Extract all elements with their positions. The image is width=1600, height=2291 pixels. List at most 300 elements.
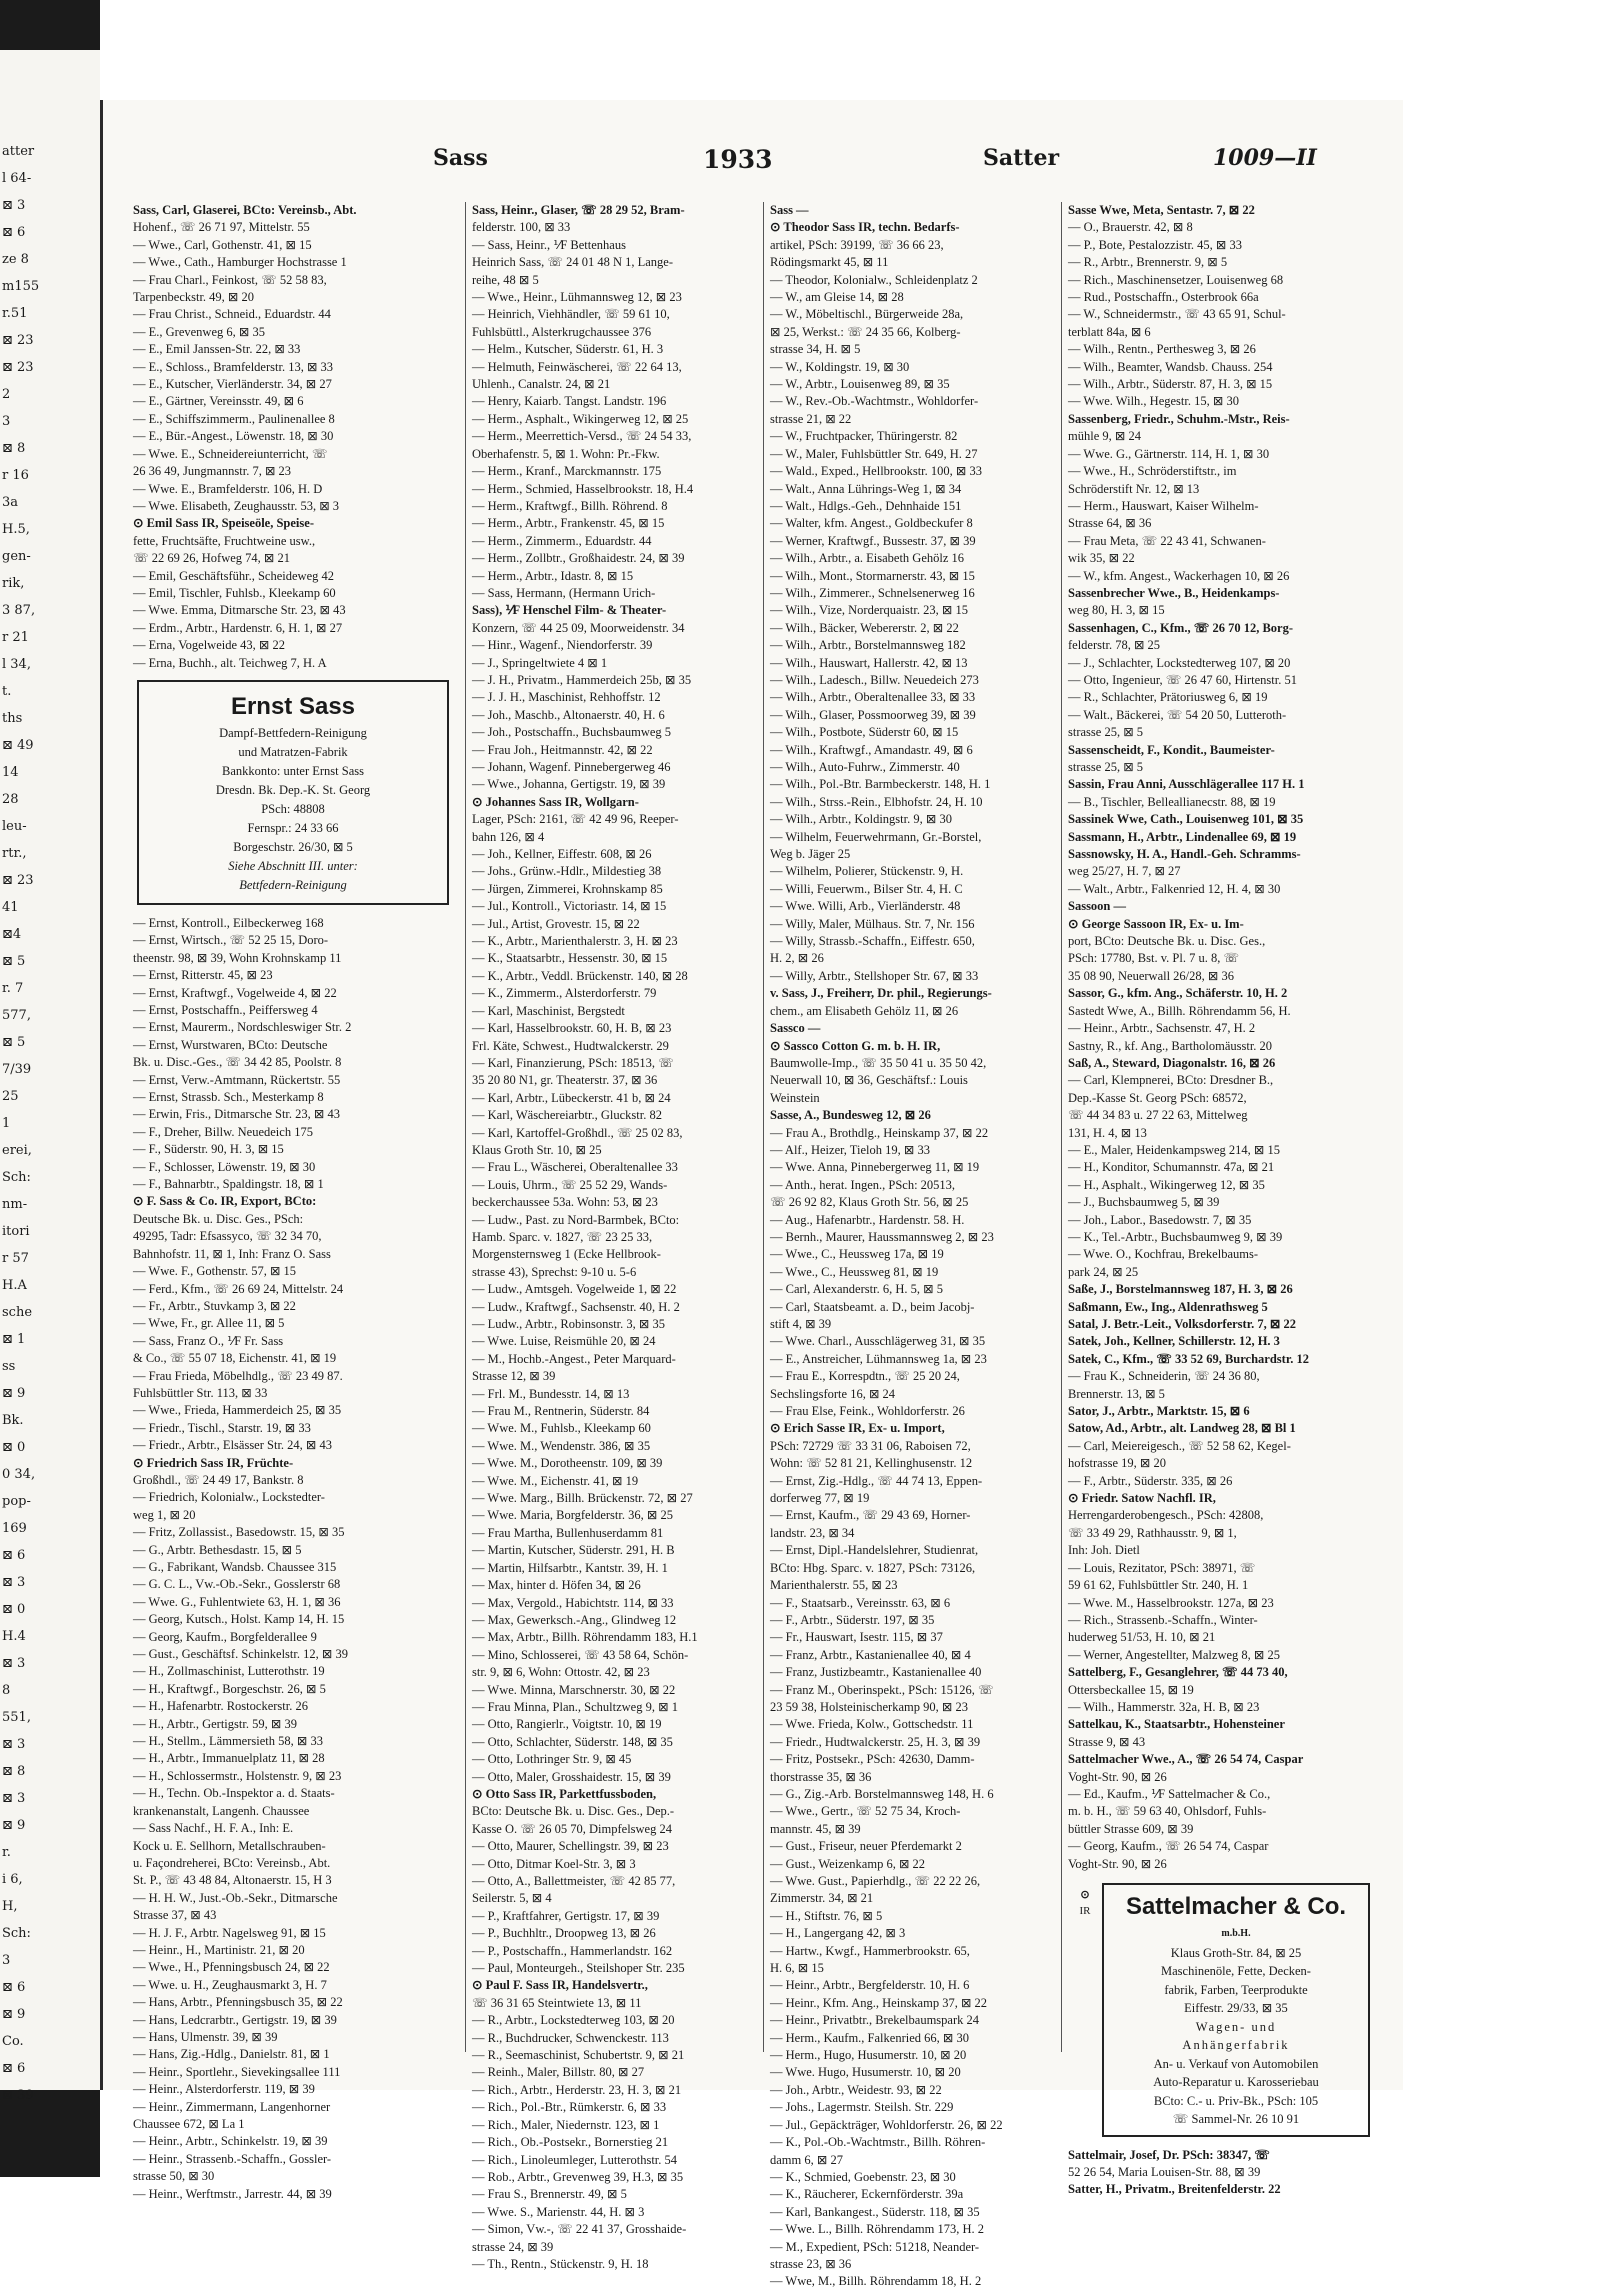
directory-entry-line: — Frl. M., Bundesstr. 14, ⊠ 13 [472,1386,630,1401]
directory-entry-line: — W., kfm. Angest., Wackerhagen 10, ⊠ 26 [1068,568,1290,583]
directory-entry-line: Sechslingsforte 16, ⊠ 24 [770,1386,896,1401]
directory-entry-line: — Werner, Kraftwgf., Bussestr. 37, ⊠ 39 [770,533,976,548]
directory-entry-line: — Wwe. M., Eichenstr. 41, ⊠ 19 [472,1473,639,1488]
directory-entry-line: Satal, J. Betr.-Leit., Volksdorferstr. 7, ⊠ 22 [1068,1317,1296,1331]
directory-entry-line: — Herm., Meerrettich-Versd., ☏ 24 54 33, [472,429,692,444]
directory-entry-line: — H., Arbtr., Immanuelplatz 11, ⊠ 28 [133,1751,325,1766]
directory-entry-line: theenstr. 98, ⊠ 39, Wohn Krohnskamp 11 [133,950,342,965]
directory-entry-line: — K., Schmied, Goebenstr. 23, ⊠ 30 [770,2169,956,2184]
directory-entry-line: — Ernst, Zig.-Hdlg., ☏ 44 74 13, Eppen- [770,1473,983,1488]
directory-entry-line: — Wwe. Maria, Borgfelderstr. 36, ⊠ 25 [472,1508,673,1523]
directory-entry-line: H. 6, ⊠ 15 [770,1961,824,1976]
ad-line: ☏ Sammel-Nr. 26 10 91 [1172,2112,1300,2126]
directory-entry-line: Rödingsmarkt 45, ⊠ 11 [770,255,889,270]
directory-entry-line: — Ernst, Ritterstr. 45, ⊠ 23 [133,968,273,983]
previous-page-fragment: 2 [2,387,11,402]
directory-entry-line: — Wilh., Rentn., Perthesweg 3, ⊠ 26 [1068,342,1256,357]
directory-entry-line: — Wilh., Vize, Norderquaistr. 23, ⊠ 15 [770,603,968,618]
previous-page-fragment: ⊠ 0 [2,1440,26,1455]
directory-entry-line: — Hans, Arbtr., Pfenningsbusch 35, ⊠ 22 [133,1995,343,2010]
directory-entry-line: — Wwe. Emma, Ditmarsche Str. 23, ⊠ 43 [133,603,346,618]
previous-page-fragment: ⊠ 6 [2,2061,26,2076]
directory-entry-line: Ottersbeckallee 15, ⊠ 19 [1068,1682,1194,1697]
previous-page-fragment: ⊠ 23 [2,360,34,375]
directory-entry-line: — Wilh., Postbote, Süderstr 60, ⊠ 15 [770,725,959,740]
directory-entry-line: — Erna, Vogelweide 43, ⊠ 22 [133,638,286,653]
previous-page-fragment: ⊠ 6 [2,1548,26,1563]
directory-entry-line: Kock u. E. Sellhorn, Metallschrauben- [133,1838,326,1853]
directory-entry-line: — Wwe. G., Gärtnerstr. 114, H. 1, ⊠ 30 [1068,446,1270,461]
directory-entry-line: Sassoon — [1068,899,1127,914]
directory-entry-line: Sassinek Wwe, Cath., Louisenweg 101, ⊠ 35 [1068,812,1304,827]
directory-entry-line: — Wwe., H., Pfenningsbusch 24, ⊠ 22 [133,1960,330,1975]
previous-page-fragment: t. [2,684,12,699]
directory-entry-line: — Wwe, Fr., gr. Allee 11, ⊠ 5 [133,1316,285,1331]
directory-entry-line: — Louis, Uhrm., ☏ 25 52 29, Wands- [472,1177,668,1192]
directory-entry-line: — H., Kraftwgf., Borgeschstr. 26, ⊠ 5 [133,1681,326,1696]
directory-entry-line: — Sass, Hermann, (Hermann Urich- [472,585,656,600]
directory-entry-line: — Jul., Artist, Grovestr. 15, ⊠ 22 [472,916,640,931]
previous-page-fragment: Bk. [2,1413,24,1428]
directory-entry-line: — Frau Martha, Bullenhuserdamm 81 [472,1525,664,1540]
directory-entry-line: — Wilh., Hauswart, Hallerstr. 42, ⊠ 13 [770,655,968,670]
directory-entry-line: — Rich., Pol.-Btr., Rümkerstr. 6, ⊠ 33 [472,2100,667,2115]
directory-entry-line: 52 26 54, Maria Louisen-Str. 88, ⊠ 39 [1068,2164,1261,2179]
directory-entry-line: Hohenf., ☏ 26 71 97, Mittelstr. 55 [133,220,310,235]
directory-entry-line: ⊙ Friedrich Sass IR, Früchte- [133,1455,294,1470]
directory-entry-line: — Wilhelm, Polierer, Stückenstr. 9, H. [770,864,964,879]
previous-page-fragment: r 16 [2,468,29,483]
directory-entry-line: — Karl, Maschinist, Bergstedt [472,1003,625,1018]
directory-entry-line: ☏ 22 69 26, Hofweg 74, ⊠ 21 [133,551,290,566]
directory-entry-line: beckerchaussee 53a. Wohn: 53, ⊠ 23 [472,1195,658,1210]
directory-entry-line: park 24, ⊠ 25 [1068,1264,1139,1279]
directory-entry-line: — Th., Rentn., Stückenstr. 9, H. 18 [472,2256,649,2271]
directory-entry-line: — Henry, Kaiarb. Tangst. Landstr. 196 [472,394,667,409]
directory-entry-line: — Johann, Wagenf. Pinnebergerweg 46 [472,760,671,774]
directory-entry-line: — Martin, Hilfsarbtr., Kantstr. 39, H. 1 [472,1560,668,1575]
previous-page-fragment: 1 [2,1116,11,1131]
directory-entry-line: — Georg, Kaufm., Borgfelderallee 9 [133,1629,317,1644]
directory-entry-line: Saßmann, Ew., Ing., Aldenrathsweg 5 [1068,1299,1268,1314]
directory-entry-line: — Frau L., Wäscherei, Oberaltenallee 33 [472,1160,678,1175]
previous-page-fragment: l 64- [2,171,32,186]
directory-entry-line: felderstr. 100, ⊠ 33 [472,220,571,235]
directory-entry-line: Konzern, ☏ 44 25 09, Moorweidenstr. 34 [472,620,685,635]
directory-entry-line: — E., Grevenweg 6, ⊠ 35 [133,324,265,339]
directory-entry-line: St. P., ☏ 43 48 84, Altonaerstr. 15, H 3 [133,1873,332,1888]
ad-line: Klaus Groth-Str. 84, ⊠ 25 [1170,1945,1302,1960]
directory-entry-line: — Wilh., Zimmerer., Schnelsenerweg 16 [770,585,975,600]
directory-entry-line: — M., Expedient, PSch: 51218, Neander- [770,2239,980,2254]
directory-entry-line: — K., Arbtr., Veddl. Brückenstr. 140, ⊠ 28 [472,968,688,983]
directory-entry-line: — R., Arbtr., Brennerstr. 9, ⊠ 5 [1068,255,1228,270]
directory-entry-line: — Karl, Hasselbrookstr. 60, H. B, ⊠ 23 [472,1021,672,1036]
directory-entry-line: Wohn: ☏ 52 81 21, Kellinghusenstr. 12 [770,1456,973,1471]
directory-entry-line: m. b. H., ☏ 59 63 40, Ohlsdorf, Fuhls- [1068,1804,1267,1819]
previous-page-fragment: 7/39 [2,1062,32,1077]
ad-line: Auto-Reparatur u. Karosseriebau [1153,2075,1319,2089]
directory-entry-line: Satek, Joh., Kellner, Schillerstr. 12, H. 3 [1068,1334,1280,1349]
directory-entry-line: — Wilh., Beamter, Wandsb. Chauss. 254 [1068,359,1273,374]
directory-entry-line: — Heinr., Arbtr., Sachsenstr. 47, H. 2 [1068,1021,1256,1036]
ad-mark: IR [1079,1905,1091,1917]
directory-entry-line: — Ludw., Arbtr., Robinsonstr. 3, ⊠ 35 [472,1317,666,1331]
directory-entry-line: 35 08 90, Neuerwall 26/28, ⊠ 36 [1068,968,1235,983]
directory-entry-line: PSch: 72729 ☏ 33 31 06, Raboisen 72, [770,1438,971,1453]
directory-entry-line: — Gust., Geschäftsf. Schinkelstr. 12, ⊠ 39 [133,1647,348,1662]
directory-entry-line: — Walt., Bäckerei, ☏ 54 20 50, Lutteroth- [1068,707,1287,722]
directory-entry-line: — Friedr., Arbtr., Elsässer Str. 24, ⊠ 43 [133,1438,333,1453]
directory-entry-line: Strasse 9, ⊠ 43 [1068,1734,1146,1749]
previous-page-fragment: ⊠ 8 [2,1764,26,1779]
directory-entry-line: — R., Schlachter, Prätoriusweg 6, ⊠ 19 [1068,690,1268,705]
previous-page-fragment: ⊠ 9 [2,2007,26,2022]
directory-entry-line: — Hans, Ulmenstr. 39, ⊠ 39 [133,2029,278,2044]
directory-entry-line: Kasse O. ☏ 26 05 70, Dimpfelsweg 24 [472,1821,672,1836]
directory-entry-line: — Walter, kfm. Angest., Goldbeckufer 8 [770,516,973,531]
directory-entry-line: — P., Bote, Pestalozzistr. 45, ⊠ 33 [1068,237,1243,252]
ad-note: Siehe Abschnitt III. unter: [228,858,358,873]
directory-entry-line: — Wilh., Arbtr., Koldingstr. 9, ⊠ 30 [770,812,952,827]
directory-entry-line: — F., Süderstr. 90, H. 3, ⊠ 15 [133,1142,284,1157]
directory-entry-line: — Otto, Maler, Grosshaidestr. 15, ⊠ 39 [472,1769,671,1784]
directory-entry-line: — Hartw., Kwgf., Hammerbrookstr. 65, [770,1943,970,1958]
directory-entry-line: — Jul., Gepäckträger, Wohldorferstr. 26, ⊠ 22 [770,2117,1003,2132]
directory-entry-line: Frl. Käte, Schwest., Hudtwalckerstr. 29 [472,1038,669,1053]
directory-entry-line: — Willi, Feuerwm., Bilser Str. 4, H. C [770,881,963,896]
directory-entry-line: — E., Kutscher, Vierländerstr. 34, ⊠ 27 [133,377,332,392]
previous-page-fragment: 3 87, [2,603,36,618]
directory-entry-line: BCto: Deutsche Bk. u. Disc. Ges., Dep.- [472,1804,675,1819]
directory-entry-line: — Jul., Kontroll., Victoriastr. 14, ⊠ 15 [472,899,667,914]
previous-page-fragment: ⊠ 0 [2,1602,26,1617]
directory-entry-line: — F., Dreher, Billw. Neuedeich 175 [133,1124,313,1139]
directory-entry-line: weg 25/27, H. 7, ⊠ 27 [1068,864,1181,879]
directory-entry-line: — Erna, Buchh., alt. Teichweg 7, H. A [133,655,327,670]
previous-page-fragment: r 57 [2,1251,29,1266]
directory-entry-line: — Hans, Zig.-Hdlg., Danielstr. 81, ⊠ 1 [133,2047,330,2062]
directory-entry-line: — Karl, Wäschereiarbtr., Gluckstr. 82 [472,1108,662,1123]
previous-page-fragment: ⊠ 3 [2,1575,26,1590]
directory-entry-line: — Wilhelm, Feuerwehrmann, Gr.-Borstel, [770,829,982,844]
directory-entry-line: — Wwe., Frieda, Hammerdeich 25, ⊠ 35 [133,1403,342,1418]
previous-page-fragment: ss [2,1359,16,1374]
directory-entry-line: — Wilh., Mont., Stormarnerstr. 43, ⊠ 15 [770,568,975,583]
directory-entry-line: reihe, 48 ⊠ 5 [472,272,539,287]
directory-entry-line: — Heinr., Strassenb.-Schaffn., Gossler- [133,2151,332,2166]
directory-entry-line: — R., Seemaschinist, Schubertstr. 9, ⊠ 21 [472,2048,685,2063]
directory-entry-line: — Sass, Heinr., ⅟F Bettenhaus [472,237,626,252]
directory-entry-line: — Wwe., H., Schröderstiftstr., im [1068,464,1237,479]
directory-entry-line: strasse 23, ⊠ 36 [770,2256,852,2271]
directory-entry-line: huderweg 51/53, H. 10, ⊠ 21 [1068,1630,1216,1645]
directory-entry-line: artikel, PSch: 39199, ☏ 36 66 23, [770,237,944,252]
directory-entry-line: Voght-Str. 90, ⊠ 26 [1068,1769,1167,1784]
directory-entry-line: — Herm., Kaufm., Falkenried 66, ⊠ 30 [770,2030,969,2045]
directory-entry-line: Fuhlsbüttler Str. 113, ⊠ 33 [133,1385,268,1400]
directory-entry-line: — Wwe. Minna, Marschnerstr. 30, ⊠ 22 [472,1682,676,1697]
directory-entry-line: — Max, Arbtr., Billh. Röhrendamm 183, H.1 [472,1630,698,1645]
directory-entry-line: — Wilh., Arbtr., Borstelmannsweg 182 [770,638,966,653]
column-3 [763,202,1056,2289]
directory-entry-line: mühle 9, ⊠ 24 [1068,429,1141,444]
directory-entry-line: Saß, A., Steward, Diagonalstr. 16, ⊠ 26 [1068,1055,1276,1070]
directory-entry-line: Sassenbrecher Wwe., B., Heidenkamps- [1068,585,1280,600]
sattelmacher-advertisement [1068,1883,1370,2137]
directory-entry-line: Sassenscheidt, F., Kondit., Baumeister- [1068,742,1275,757]
directory-entry-line: fette, Fruchtsäfte, Fruchtweine usw., [133,533,316,548]
directory-entry-line: — Herm., Asphalt., Wikingerweg 12, ⊠ 25 [472,411,689,426]
directory-entry-line: strasse 25, ⊠ 5 [1068,725,1144,740]
directory-entry-line: — H. H. W., Just.-Ob.-Sekr., Ditmarsche [133,1890,338,1905]
directory-entry-line: str. 9, ⊠ 6, Wohn: Ottostr. 42, ⊠ 23 [472,1665,650,1680]
directory-entry-line: — Helmuth, Feinwäscherei, ☏ 22 64 13, [472,359,682,374]
directory-entry-line: — Joh., Arbtr., Weidestr. 93, ⊠ 22 [770,2082,942,2097]
previous-page-fragment: H.5, [2,522,30,537]
previous-page-fragment: 3 [2,1953,11,1968]
directory-entry-line: — Frau A., Brothdlg., Heinskamp 37, ⊠ 22 [770,1125,989,1140]
previous-page-fragment: l 34, [2,657,31,672]
directory-entry-line: — Werner, Angestellter, Malzweg 8, ⊠ 25 [1068,1647,1280,1662]
directory-entry-line: ⊙ Theodor Sass IR, techn. Bedarfs- [770,220,960,235]
directory-entry-line: — Karl, Arbtr., Lübeckerstr. 41 b, ⊠ 24 [472,1090,671,1105]
directory-entry-line: — Herm., Schmied, Hasselbrookstr. 18, H.4 [472,481,694,496]
directory-entry-line: — Max, Vergold., Habichtstr. 114, ⊠ 33 [472,1595,674,1610]
previous-page-fragment: ⊠ 6 [2,225,26,240]
directory-entry-line: thorstrasse 35, ⊠ 36 [770,1769,872,1784]
directory-entry-line: — Erwin, Fris., Ditmarsche Str. 23, ⊠ 43 [133,1107,340,1122]
previous-page-fragment: sche [2,1305,33,1320]
page-number: 1009—II [1213,145,1317,171]
directory-entry-line: — W., Arbtr., Louisenweg 89, ⊠ 35 [770,377,950,392]
directory-entry-line: — Ernst, Wurstwaren, BCto: Deutsche [133,1037,328,1052]
directory-entry-line: — Ernst, Wirtsch., ☏ 52 25 15, Doro- [133,933,329,948]
directory-entry-line: — Wwe. E., Schneidereiunterricht, ☏ [133,446,328,461]
directory-entry-line: — Joh., Kellner, Eiffestr. 608, ⊠ 26 [472,847,652,862]
ad-line: Dampf-Bettfedern-Reinigung [219,725,367,740]
directory-entry-line: — E., Schiffszimmerm., Paulinenallee 8 [133,411,335,426]
directory-entry-line: Deutsche Bk. u. Disc. Ges., PSch: [133,1211,304,1226]
directory-entry-line: — E., Bür.-Angest., Löwenstr. 18, ⊠ 30 [133,429,334,444]
directory-entry-line: — Wilh., Glaser, Possmoorweg 39, ⊠ 39 [770,707,976,722]
directory-entry-line: — Joh., Labor., Basedowstr. 7, ⊠ 35 [1068,1212,1252,1227]
directory-entry-line: — Max, Gewerksch.-Ang., Glindweg 12 [472,1612,677,1627]
directory-entry-line: — W., Rev.-Ob.-Wachtmstr., Wohldorfer- [770,394,979,409]
directory-entry-line: — Otto, Schlachter, Süderstr. 148, ⊠ 35 [472,1734,673,1749]
previous-page-fragment: 169 [2,1521,27,1536]
directory-entry-line: Bahnhofstr. 11, ⊠ 1, Inh: Franz O. Sass [133,1246,331,1261]
directory-entry-line: — Fritz, Postsekr., PSch: 42630, Damm- [770,1752,975,1767]
directory-entry-line: — Wwe., Gertr., ☏ 52 75 34, Kroch- [770,1804,961,1819]
directory-entry-line: — Wilh., Pol.-Btr. Barmbeckerstr. 148, H. 1 [770,777,991,792]
directory-entry-line: — Willy, Arbtr., Stellshoper Str. 67, ⊠ 33 [770,968,979,983]
ad-line: BCto: C.- u. Priv-Bk., PSch: 105 [1153,2093,1319,2108]
directory-entry-line: PSch: 17780, Bst. v. Pl. 7 u. 8, ☏ [1068,951,1240,966]
previous-page-fragment: ⊠ 23 [2,333,34,348]
previous-page-fragment: r. [2,1845,11,1860]
directory-entry-line: — Otto, Ingenieur, ☏ 26 47 60, Hirtenstr. 51 [1068,672,1297,687]
directory-entry-line: Morgensternsweg 1 (Ecke Hellbrook- [472,1247,661,1262]
ad-line: Bankkonto: unter Ernst Sass [221,763,364,778]
directory-entry-line: — Herm., Arbtr., Idastr. 8, ⊠ 15 [472,568,634,583]
directory-entry-line: — Rich., Maler, Niedernstr. 123, ⊠ 1 [472,2117,660,2132]
directory-entry-line: — Wilh., Ladesch., Billw. Neuedeich 273 [770,672,979,687]
directory-entry-line: Weinstein [770,1090,820,1105]
directory-entry-line: Strasse 37, ⊠ 43 [133,1908,217,1923]
previous-page-fragment: rik, [2,576,25,591]
column-1 [133,202,453,2201]
directory-entry-line: 49295, Tadr: Efsassyco, ☏ 32 34 70, [133,1229,322,1244]
previous-page-fragment: r.51 [2,306,28,321]
directory-entry-line: — Heinr., Sportlehr., Sievekingsallee 111 [133,2064,341,2079]
directory-entry-line: Großhdl., ☏ 24 49 17, Bankstr. 8 [133,1472,304,1487]
directory-entry-line: — Franz, Justizbeamtr., Kastanienallee 40 [770,1665,982,1680]
directory-entry-line: ⊙ Friedr. Satow Nachfl. IR, [1068,1491,1216,1506]
directory-entry-line: — Wilh., Auto-Fuhrw., Zimmerstr. 40 [770,760,960,774]
directory-entry-line: — Rob., Arbtr., Grevenweg 39, H.3, ⊠ 35 [472,2169,684,2184]
directory-entry-line: — Wilh., Hammerstr. 32a, H. B, ⊠ 23 [1068,1699,1260,1714]
directory-entry-line: chem., am Elisabeth Gehölz 11, ⊠ 26 [770,1003,959,1018]
directory-entry-line: — Wwe. M., Wendenstr. 386, ⊠ 35 [472,1438,651,1453]
directory-entry-line: — Wwe. M., Hasselbrookstr. 127a, ⊠ 23 [1068,1595,1274,1610]
ad-line: PSch: 48808 [261,801,325,816]
directory-entry-line: — Rich., Ob.-Postsekr., Bornerstieg 21 [472,2135,669,2150]
directory-entry-line: Strasse 64, ⊠ 36 [1068,516,1152,531]
directory-entry-line: — Heinr., Kfm. Ang., Heinskamp 37, ⊠ 22 [770,1995,988,2010]
directory-entry-line: Sassin, Frau Anni, Ausschlägerallee 117 H. 1 [1068,777,1305,792]
ad-title: Ernst Sass [230,692,356,720]
directory-entry-line: — Otto, Ditmar Koel-Str. 3, ⊠ 3 [472,1856,636,1871]
directory-entry-line: — Hans, Ledcrarbtr., Gertigstr. 19, ⊠ 39 [133,2012,337,2027]
previous-page-fragment: ⊠ 9 [2,1818,26,1833]
directory-entry-line: — Herm., Zimmerm., Eduardstr. 44 [472,533,652,548]
directory-entry-line: — Rud., Postschaffn., Osterbrook 66a [1068,290,1259,305]
directory-entry-line: — Frau E., Korrespdtn., ☏ 25 20 24, [770,1369,960,1384]
directory-entry-line: — Fritz, Zollassist., Basedowstr. 15, ⊠ 35 [133,1525,345,1540]
directory-entry-line: — Friedrich, Kolonialw., Lockstedter- [133,1490,325,1505]
header-left-keyword: Sass [433,145,488,171]
directory-entry-line: — Heinr., Arbtr., Bergfelderstr. 10, H. 6 [770,1978,970,1993]
directory-entry-line: — Ernst, Kaufm., ☏ 29 43 69, Horner- [770,1508,971,1523]
directory-entry-line: — H. J. F., Arbtr. Nagelsweg 91, ⊠ 15 [133,1925,326,1940]
directory-entry-line: Zimmerstr. 34, ⊠ 21 [770,1891,874,1906]
directory-entry-line: — E., Maler, Heidenkampsweg 214, ⊠ 15 [1068,1142,1281,1157]
previous-page-fragment: 14 [2,765,19,780]
previous-page-fragment: 8 [2,1683,11,1698]
directory-entry-line: — J. J. H., Maschinist, Rehhoffstr. 12 [472,690,661,705]
directory-entry-line: — Heinr., Zimmermann, Langenhorner [133,2099,331,2114]
directory-entry-line: Inh: Joh. Dietl [1068,1543,1140,1558]
directory-entry-line: — Helm., Kutscher, Süderstr. 61, H. 3 [472,342,664,357]
directory-entry-line: — Anth., herat. Ingen., PSch: 20513, [770,1177,956,1192]
directory-entry-line: — Karl, Kartoffel-Großhdl., ☏ 25 02 83, [472,1125,683,1140]
directory-entry-line: — Wwe. Elisabeth, Zeughausstr. 53, ⊠ 3 [133,498,340,513]
directory-entry-line: — Wwe. Willi, Arb., Vierländerstr. 48 [770,899,961,914]
directory-entry-line: ☏ 26 92 82, Klaus Groth Str. 56, ⊠ 25 [770,1195,969,1210]
directory-entry-line: — J., Springeltwiete 4 ⊠ 1 [472,655,608,670]
directory-entry-line: — Franz M., Oberinspekt., PSch: 15126, ☏ [770,1682,994,1697]
directory-entry-line: — Wilh., Arbtr., Süderstr. 87, H. 3, ⊠ 15 [1068,377,1273,392]
previous-page-edge [0,50,100,2103]
previous-page-fragment: ⊠ 3 [2,1737,26,1752]
ad-line: fabrik, Farben, Teerprodukte [1164,1982,1308,1997]
directory-entry-line: — Fr., Arbtr., Stuvkamp 3, ⊠ 22 [133,1298,296,1313]
directory-entry-line: Sattelmair, Josef, Dr. PSch: 38347, ☏ [1068,2147,1270,2162]
previous-page-fragment: Sch: [2,1170,31,1185]
directory-entry-line: — E., Schloss., Bramfelderstr. 13, ⊠ 33 [133,359,334,374]
directory-entry-line: — W., am Gleise 14, ⊠ 28 [770,290,904,305]
directory-entry-line: — Ernst, Verw.-Amtmann, Rückertstr. 55 [133,1072,341,1087]
directory-entry-line: — Wwe. L., Billh. Röhrendamm 173, H. 2 [770,2222,984,2237]
directory-entry-line: — K., Staatsarbtr., Hessenstr. 30, ⊠ 15 [472,951,668,966]
directory-entry-line: Sattelmacher Wwe., A., ☏ 26 54 74, Caspar [1068,1752,1304,1767]
directory-entry-line: — Wwe., Cath., Hamburger Hochstrasse 1 [133,255,347,270]
directory-entry-line: Bk. u. Disc.-Ges., ☏ 34 42 85, Poolstr. 8 [133,1055,342,1070]
directory-entry-line: — G., Fabrikant, Wandsb. Chaussee 315 [133,1560,337,1574]
previous-page-fragment: atter [2,144,35,159]
directory-entry-line: — Erdm., Arbtr., Hardenstr. 6, H. 1, ⊠ 27 [133,620,343,635]
page-header [103,145,1403,185]
previous-page-fragment: 41 [2,900,19,915]
previous-page-fragment: ⊠ 49 [2,738,34,753]
directory-entry-line: v. Sass, J., Freiherr, Dr. phil., Regierungs- [770,986,992,1001]
ad-mark: ⊙ [1080,1889,1090,1901]
ad-line: Dresdn. Bk. Dep.-K. St. Georg [215,782,371,797]
directory-entry-line: ⊙ Paul F. Sass IR, Handelsvertr., [472,1978,648,1993]
directory-entry-line: — Frau Meta, ☏ 22 43 41, Schwanen- [1068,533,1266,548]
directory-entry-line: 26 36 49, Jungmannstr. 7, ⊠ 23 [133,464,292,479]
ad-title: Sattelmacher & Co. [1125,1893,1347,1920]
previous-page-fragment: ⊠ 1 [2,1332,26,1347]
previous-page-fragment: ⊠ 3 [2,1791,26,1806]
directory-entry-line: 35 20 80 N1, gr. Theaterstr. 37, ⊠ 36 [472,1073,658,1088]
directory-entry-line: Tarpenbeckstr. 49, ⊠ 20 [133,290,255,305]
column-2 [465,202,756,2271]
directory-entry-line: — H., Stellm., Lämmersieth 58, ⊠ 33 [133,1734,323,1749]
previous-page-fragment: ze 8 [2,252,29,267]
directory-entry-line: Voght-Str. 90, ⊠ 26 [1068,1856,1167,1871]
directory-entry-line: — Wilh., Kraftwgf., Amandastr. 49, ⊠ 6 [770,742,973,757]
previous-page-fragment: m155 [2,279,40,294]
directory-entry-line: Sass, Heinr., Glaser, ☏ 28 29 52, Bram- [472,203,685,217]
directory-entry-line: — W., Möbeltischl., Bürgerweide 28a, [770,307,964,322]
directory-entry-line: Brennerstr. 13, ⊠ 5 [1068,1386,1165,1401]
directory-entry-line: ⊙ George Sassoon IR, Ex- u. Im- [1068,916,1244,931]
directory-entry-line: — M., Hochb.-Angest., Peter Marquard- [472,1351,676,1366]
directory-entry-line: — Wwe. M., Dorotheenstr. 109, ⊠ 39 [472,1456,663,1471]
directory-entry-line: Schröderstift Nr. 12, ⊠ 13 [1068,481,1200,496]
directory-entry-line: Dep.-Kasse St. Georg PSch: 68572, [1068,1090,1247,1105]
directory-entry-line: ☏ 36 31 65 Steintwiete 13, ⊠ 11 [472,1995,642,2010]
previous-page-fragment: H, [2,1899,18,1914]
previous-page-fragment: 3a [2,495,19,510]
ad-line: Wagen- und [1195,2019,1277,2034]
directory-entry-line: — Herm., Hauswart, Kaiser Wilhelm- [1068,498,1259,513]
previous-page-fragment: i 6, [2,1872,23,1887]
previous-page-fragment: r 21 [2,630,29,645]
directory-entry-line: Fuhlsbüttl., Alsterkrugchaussee 376 [472,324,652,339]
directory-entry-line: — Alf., Heizer, Tieloh 19, ⊠ 33 [770,1142,930,1157]
directory-entry-line: — Herm., Zollbtr., Großhaidestr. 24, ⊠ 39 [472,551,685,566]
directory-entry-line: — Hinr., Wagenf., Niendorferstr. 39 [472,638,653,653]
directory-entry-line: — Georg, Kaufm., ☏ 26 54 74, Caspar [1068,1839,1269,1854]
directory-entry-line: — Joh., Postschaffn., Buchsbaumweg 5 [472,725,672,740]
directory-entry-line: — Carl, Meiereigesch., ☏ 52 58 62, Kegel- [1068,1438,1291,1453]
directory-entry-line: — Herm., Hugo, Husumerstr. 10, ⊠ 20 [770,2048,967,2063]
directory-entry-line: — Joh., Maschb., Altonaerstr. 40, H. 6 [472,707,665,722]
directory-entry-line: — Ernst, Postschaffn., Peiffersweg 4 [133,1003,318,1017]
